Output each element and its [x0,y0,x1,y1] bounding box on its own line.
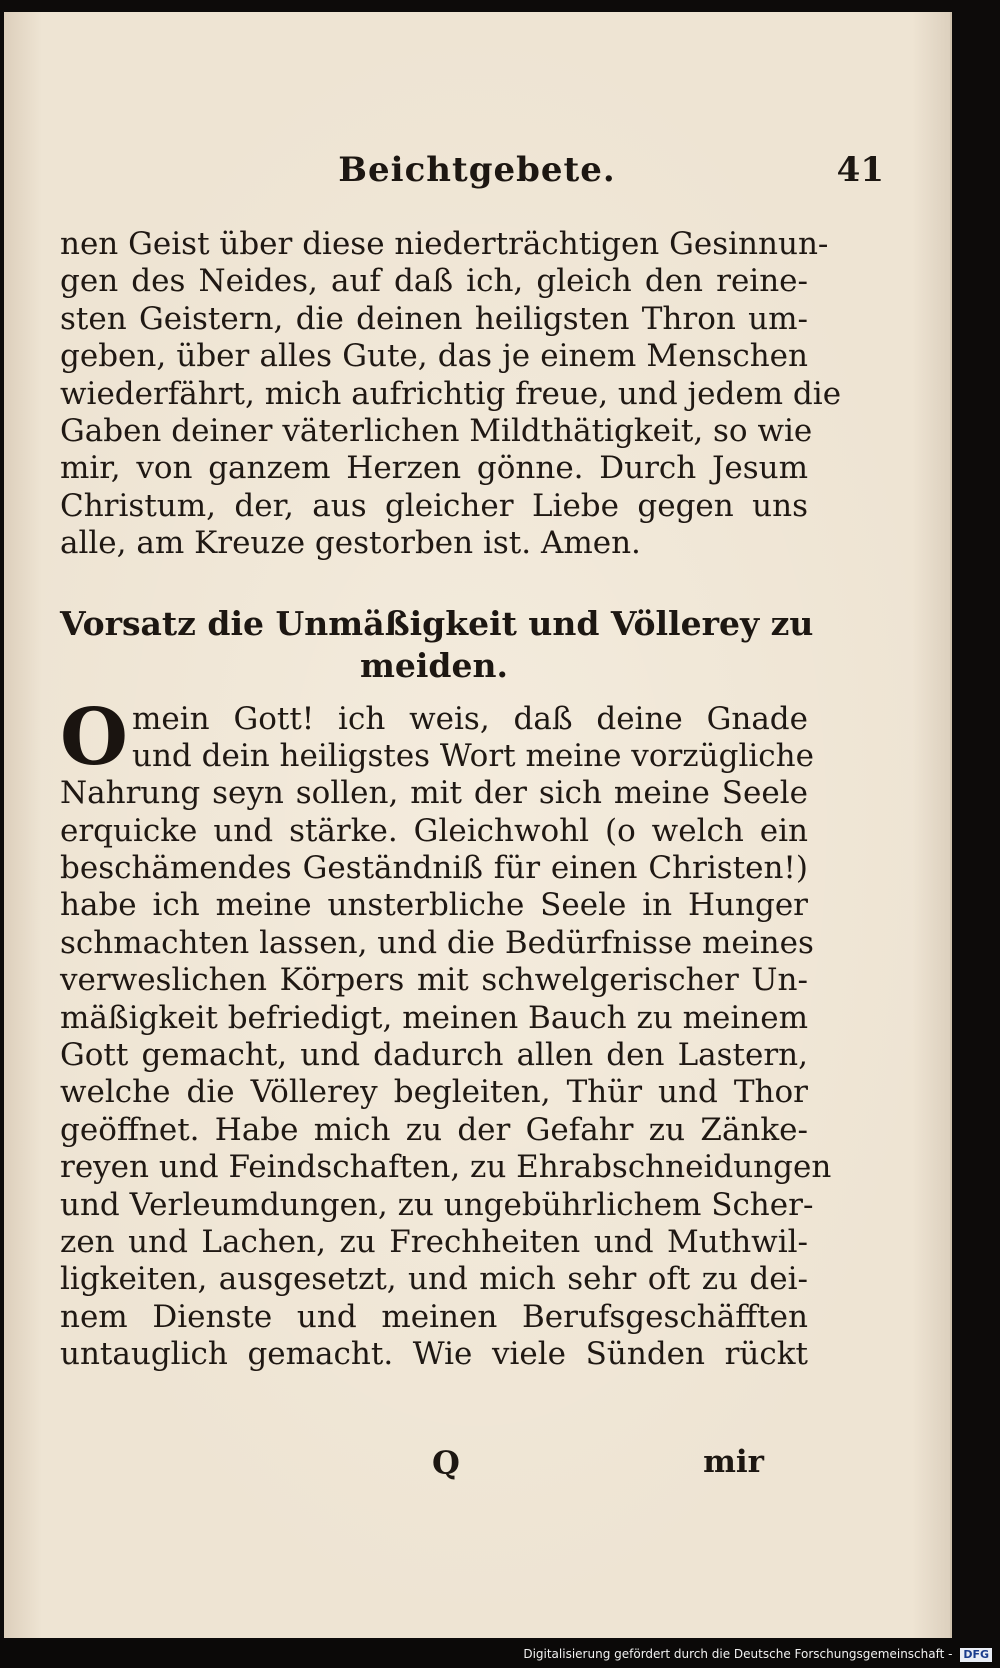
text-line: wiederfährt, mich aufrichtig freue, und jedem die [60,375,842,412]
text-line: verweslichen Körpers mit schwelgerischer Un- [60,962,808,999]
text-line: zen und Lachen, zu Frechheiten und Muthwil- [60,1223,808,1260]
text-line: gen des Neides, auf daß ich, gleich den reine- [60,263,808,300]
text-line: reyen und Feindschaften, zu Ehrabschneidungen [60,1149,832,1186]
page-number: 41 [836,150,884,190]
text-line: Nahrung seyn sollen, mit der sich meine Seele [60,775,808,812]
heading-line: Vorsatz die Unmäßigkeit und Völlerey zu [60,603,814,643]
text-line: ligkeiten, ausgesetzt, und mich sehr oft zu dei- [60,1261,808,1298]
dfg-logo: DFG [960,1648,992,1662]
credit-text: Digitalisierung gefördert durch die Deutsche Forschungsgemeinschaft - [523,1647,953,1661]
text-line: mir, von ganzem Herzen gönne. Durch Jesum [60,450,808,487]
text-line: welche die Völlerey begleiten, Thür und Thor [60,1074,808,1111]
text-line: nen Geist über diese niederträchtigen Gesinnun- [60,226,829,262]
digitization-credit [523,1647,992,1662]
signature-mark: Q [432,1444,460,1482]
text-block [60,226,842,1374]
running-head [60,150,894,194]
text-line: schmachten lassen, und die Bedürfnisse meines [60,924,814,961]
text-line: und dein heiligstes Wort meine vorzügliche [132,737,814,774]
text-line: Gaben deiner väterlichen Mildthätigkeit, so wie [60,412,813,449]
text-line: geöffnet. Habe mich zu der Gefahr zu Zänke- [60,1111,808,1148]
text-line: nem Dienste und meinen Berufsgeschäfften [60,1298,808,1335]
drop-cap: O [60,691,128,783]
text-line: alle, am Kreuze gestorben ist. Amen. [60,525,641,562]
text-line: mein Gott! ich weis, daß deine Gnade [132,700,808,737]
text-line: erquicke und stärke. Gleichwohl (o welch ein [60,812,808,849]
paragraph-1 [60,226,842,563]
heading-line: meiden. [359,645,508,685]
section-heading [60,603,814,687]
text-line: Gott gemacht, und dadurch allen den Lastern, [60,1037,808,1074]
book-page [4,12,952,1638]
text-line: sten Geistern, die deinen heiligsten Thron um- [60,300,808,337]
running-title: Beichtgebete. [338,150,616,190]
text-line: Christum, der, aus gleicher Liebe gegen uns [60,487,808,524]
text-line: geben, über alles Gute, das je einem Menschen [60,338,808,375]
catchword: mir [703,1444,764,1480]
text-line: beschämendes Geständniß für einen Christen!) [60,850,808,887]
footer-bar [0,1640,1000,1668]
text-line: und Verleumdungen, zu ungebührlichem Scher- [60,1186,814,1223]
text-line: habe ich meine unsterbliche Seele in Hunger [60,887,808,924]
text-line: mäßigkeit befriedigt, meinen Bauch zu meinem [60,999,808,1036]
paragraph-2 [60,691,832,1374]
text-line: untauglich gemacht. Wie viele Sünden rückt [60,1336,808,1373]
